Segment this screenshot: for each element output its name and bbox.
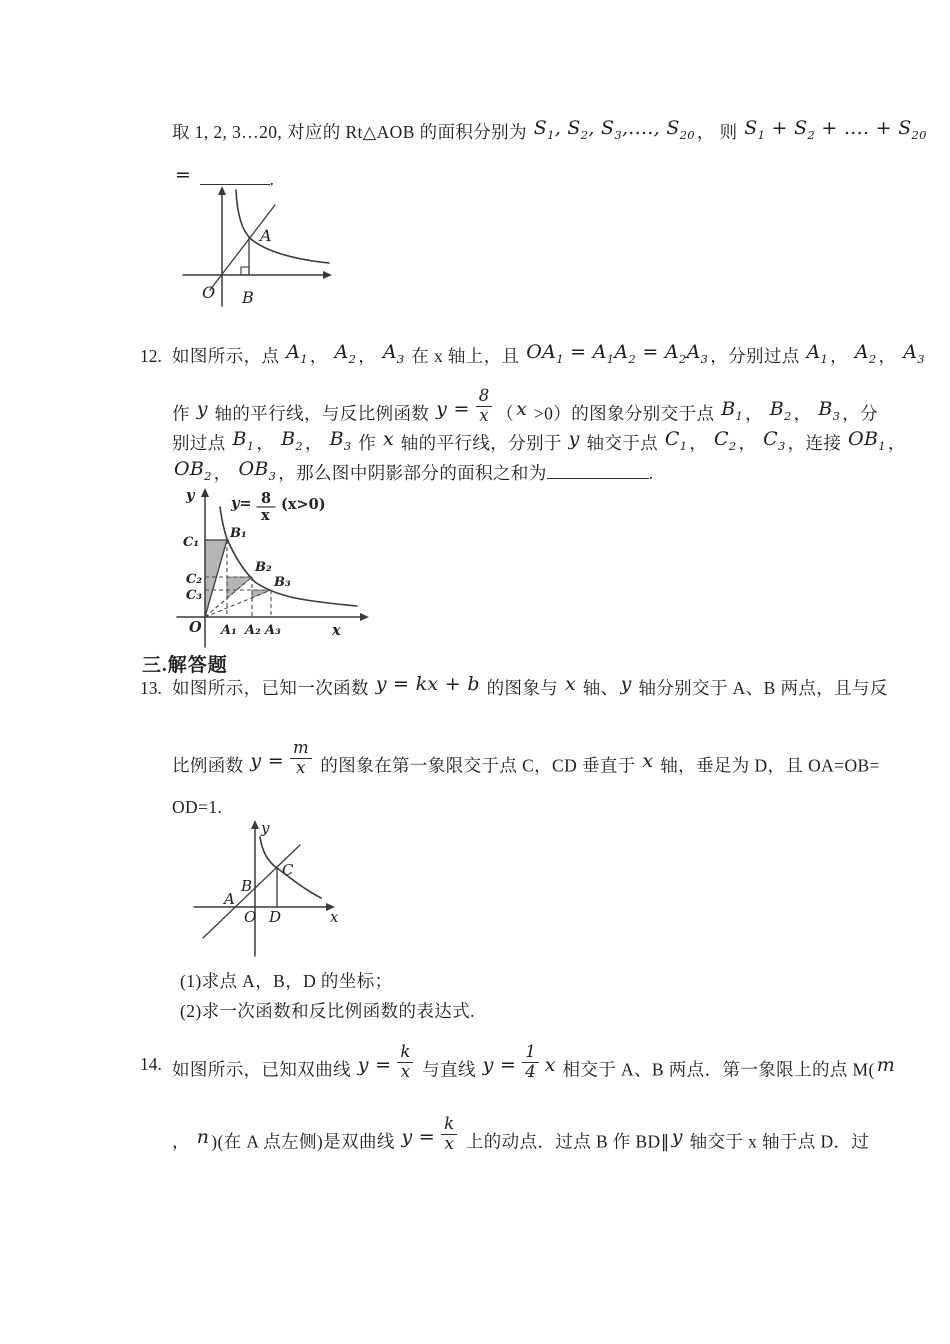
point-D-label: D (269, 908, 282, 926)
text-run: 在 x 轴上，且 (406, 346, 525, 366)
fig-formula-condition: (x>0) (281, 496, 326, 513)
problem-12-line-4 (172, 458, 654, 485)
math-expression: y (671, 1126, 683, 1149)
text-run: ， (256, 433, 280, 453)
text-run: 的图象与 (481, 678, 563, 698)
problem-13-line-1 (172, 673, 888, 700)
math-expression: $S_1 + S_2$ + .... + $S_{20}$ (744, 117, 927, 142)
text-run: 轴交于点 (581, 433, 663, 453)
section-3-heading: 三.解答题 (142, 655, 228, 676)
figure-problem-12 (165, 487, 380, 657)
text-run: ， (878, 346, 902, 366)
fig-formula-denominator: x (261, 507, 270, 524)
fraction: $\frac{k}{x}$ (441, 1115, 457, 1154)
math-expression: x (564, 673, 576, 695)
math-expression: $OA_1 = A_1A_2 = A_2A_3$ (526, 341, 709, 366)
fig-formula-lhs: y= (231, 495, 252, 512)
text-run: ，分 (842, 403, 879, 424)
text-run: ， 则 (696, 122, 743, 142)
point-A-label: A (224, 890, 235, 908)
text-run: ， (358, 346, 381, 366)
problem-13-line-3 (172, 795, 222, 819)
point-B-label: B (242, 288, 254, 307)
y-axis-arrow (218, 186, 226, 195)
point-B3-label: B₃ (274, 575, 291, 590)
text-run: ， (830, 346, 853, 366)
text-run: ， (887, 433, 906, 453)
text-run: ，那么图中阴影部分的面积之和为 (278, 463, 547, 483)
text-run: 上的动点．过点 B 作 BD∥ (461, 1131, 670, 1152)
text-run: . (269, 169, 275, 189)
text-run: ， (304, 433, 328, 453)
math-expression: $OB_2$ (174, 458, 212, 483)
figure-problem-11 (180, 186, 350, 310)
point-C1-label: C₁ (183, 535, 200, 550)
fraction: $\frac{8}{x}$ (476, 387, 493, 426)
problem-13-number: 13. (140, 678, 162, 698)
math-expression: y = (482, 1054, 517, 1077)
y-axis-arrow (201, 488, 209, 497)
text-run: 轴交于 x 轴于点 D．过 (684, 1131, 870, 1152)
text-run: 轴、 (577, 678, 619, 698)
math-expression: $OB_1$ (848, 428, 886, 453)
math-expression: y = (401, 1126, 436, 1149)
origin-label: O (202, 283, 216, 302)
math-expression: y (620, 673, 632, 695)
math-expression: $A_1$ (286, 341, 308, 366)
point-C3-label: C₃ (186, 588, 203, 603)
text-run: 比例函数 (172, 755, 249, 776)
text-run: )(在 A 点左侧)是双曲线 (211, 1131, 400, 1152)
figure-problem-13 (172, 818, 392, 960)
fig-formula-numerator: 8 (261, 490, 272, 507)
math-expression: y = (436, 398, 470, 421)
text-run: 轴分别交于 A、B 两点，且与反 (633, 678, 888, 698)
text-run: ， (745, 403, 768, 424)
text-run: . (648, 463, 654, 483)
text-run: 与直线 (417, 1059, 481, 1080)
text-run: ，分别过点 (710, 346, 805, 366)
math-expression: $C_3$ (763, 428, 786, 453)
text-run: 如图所示，点 (172, 346, 285, 366)
fraction: $\frac{1}{4}$ (522, 1043, 539, 1082)
math-expression: $A_3$ (903, 341, 925, 366)
problem-14-line-1 (172, 1042, 897, 1091)
text-run: （ (496, 403, 515, 424)
point-C-label: C (282, 861, 294, 879)
text-run: 别过点 (172, 433, 231, 453)
problem-14-number: 14. (140, 1054, 162, 1074)
math-expression: y = kx + b (375, 673, 480, 695)
x-axis-label: x (330, 908, 339, 926)
math-expression: = (175, 164, 198, 186)
text-run: 相交于 A、B 两点．第一象限上的点 M( (557, 1059, 875, 1080)
math-expression: $OB_3$ (238, 458, 277, 483)
math-expression: $B_2$ (281, 428, 303, 453)
point-B-label: B (241, 877, 253, 895)
point-C2-label: C₂ (186, 572, 203, 587)
text-run: >0）的图象分别交于点 (529, 403, 720, 424)
math-expression: x (382, 428, 394, 450)
fraction: $\frac{m}{x}$ (290, 739, 312, 778)
text-run: ，连接 (787, 433, 847, 453)
problem-12-line-3 (172, 428, 906, 455)
answer-blank (547, 463, 649, 479)
math-expression: y = (250, 750, 284, 773)
math-expression: y (568, 428, 580, 450)
problem-13-subquestion-2 (180, 999, 475, 1023)
shaded-triangle-3 (252, 590, 271, 598)
right-angle-mark (241, 267, 249, 275)
math-expression: $B_3$ (329, 428, 352, 453)
math-expression: $C_2$ (714, 428, 737, 453)
math-expression: x (516, 398, 528, 421)
text-run: OD=1. (172, 797, 223, 817)
point-A3-label: A₃ (265, 623, 281, 638)
math-expression: x (544, 1054, 556, 1077)
text-run: ， (172, 1131, 195, 1152)
math-expression: $S_1$, $S_2$, $S_3$,...., $S_{20}$ (533, 117, 695, 142)
text-run: ， (689, 433, 713, 453)
math-expression: n (196, 1126, 210, 1149)
text-run: 作 (172, 403, 195, 424)
math-expression: x (642, 750, 654, 773)
text-run: (2)求一次函数和反比例函数的表达式. (180, 1001, 475, 1021)
text-run: 取 1, 2, 3…20, 对应的 Rt△AOB 的面积分别为 (172, 122, 532, 142)
origin-label: O (189, 619, 202, 636)
math-expression: $A_3$ (382, 341, 405, 366)
fraction: $\frac{k}{x}$ (397, 1043, 413, 1082)
math-expression: $A_1$ (806, 341, 829, 366)
point-A1-label: A₁ (221, 623, 237, 638)
math-expression: m (876, 1054, 896, 1077)
text-run: 如图所示，已知双曲线 (172, 1059, 356, 1080)
point-B2-label: B₂ (255, 560, 272, 575)
x-axis-arrow (360, 613, 369, 621)
text-run: (1)求点 A，B，D 的坐标； (180, 971, 393, 991)
text-run: ， (213, 463, 237, 483)
text-run: ， (738, 433, 762, 453)
y-axis-label: y (261, 819, 270, 837)
math-expression: $B_1$ (721, 398, 744, 424)
problem-12-line-1 (172, 341, 927, 368)
text-run: 轴的平行线，与反比例函数 (209, 403, 435, 424)
y-axis-label: y (186, 487, 195, 504)
answer-blank (200, 169, 270, 185)
problem-11-text-line (172, 117, 929, 144)
math-expression: $B_1$ (232, 428, 255, 453)
text-run: 轴，垂足为 D，且 OA=OB= (655, 755, 880, 776)
problem-13-line-2 (172, 738, 880, 787)
math-expression: $C_1$ (664, 428, 688, 453)
math-expression: y (196, 398, 208, 421)
text-run: 轴的平行线，分别于 (396, 433, 567, 453)
problem-13-subquestion-1 (180, 969, 393, 993)
x-axis-arrow (323, 271, 332, 279)
math-expression: $B_3$ (818, 398, 841, 424)
text-run: ， (793, 403, 817, 424)
point-A2-label: A₂ (245, 623, 261, 638)
text-run: 如图所示，已知一次函数 (172, 678, 374, 698)
text-run: ， (309, 346, 333, 366)
math-expression: y = (357, 1054, 392, 1077)
hyperbola-curve (236, 190, 329, 263)
math-expression: $A_2$ (334, 341, 357, 366)
point-A-label: A (260, 226, 272, 245)
problem-14-line-2 (172, 1114, 870, 1163)
text-run: 作 (353, 433, 381, 453)
text-run: 的图象在第一象限交于点 C，CD 垂直于 (315, 755, 641, 776)
origin-label: O (244, 908, 257, 926)
math-expression: $B_2$ (769, 398, 792, 424)
y-axis-arrow (251, 820, 259, 829)
hyperbola-curve (220, 507, 357, 606)
x-axis-label: x (332, 622, 341, 639)
problem-12-number: 12. (140, 346, 162, 366)
point-B1-label: B₁ (230, 526, 247, 541)
math-expression: $A_2$ (854, 341, 877, 366)
